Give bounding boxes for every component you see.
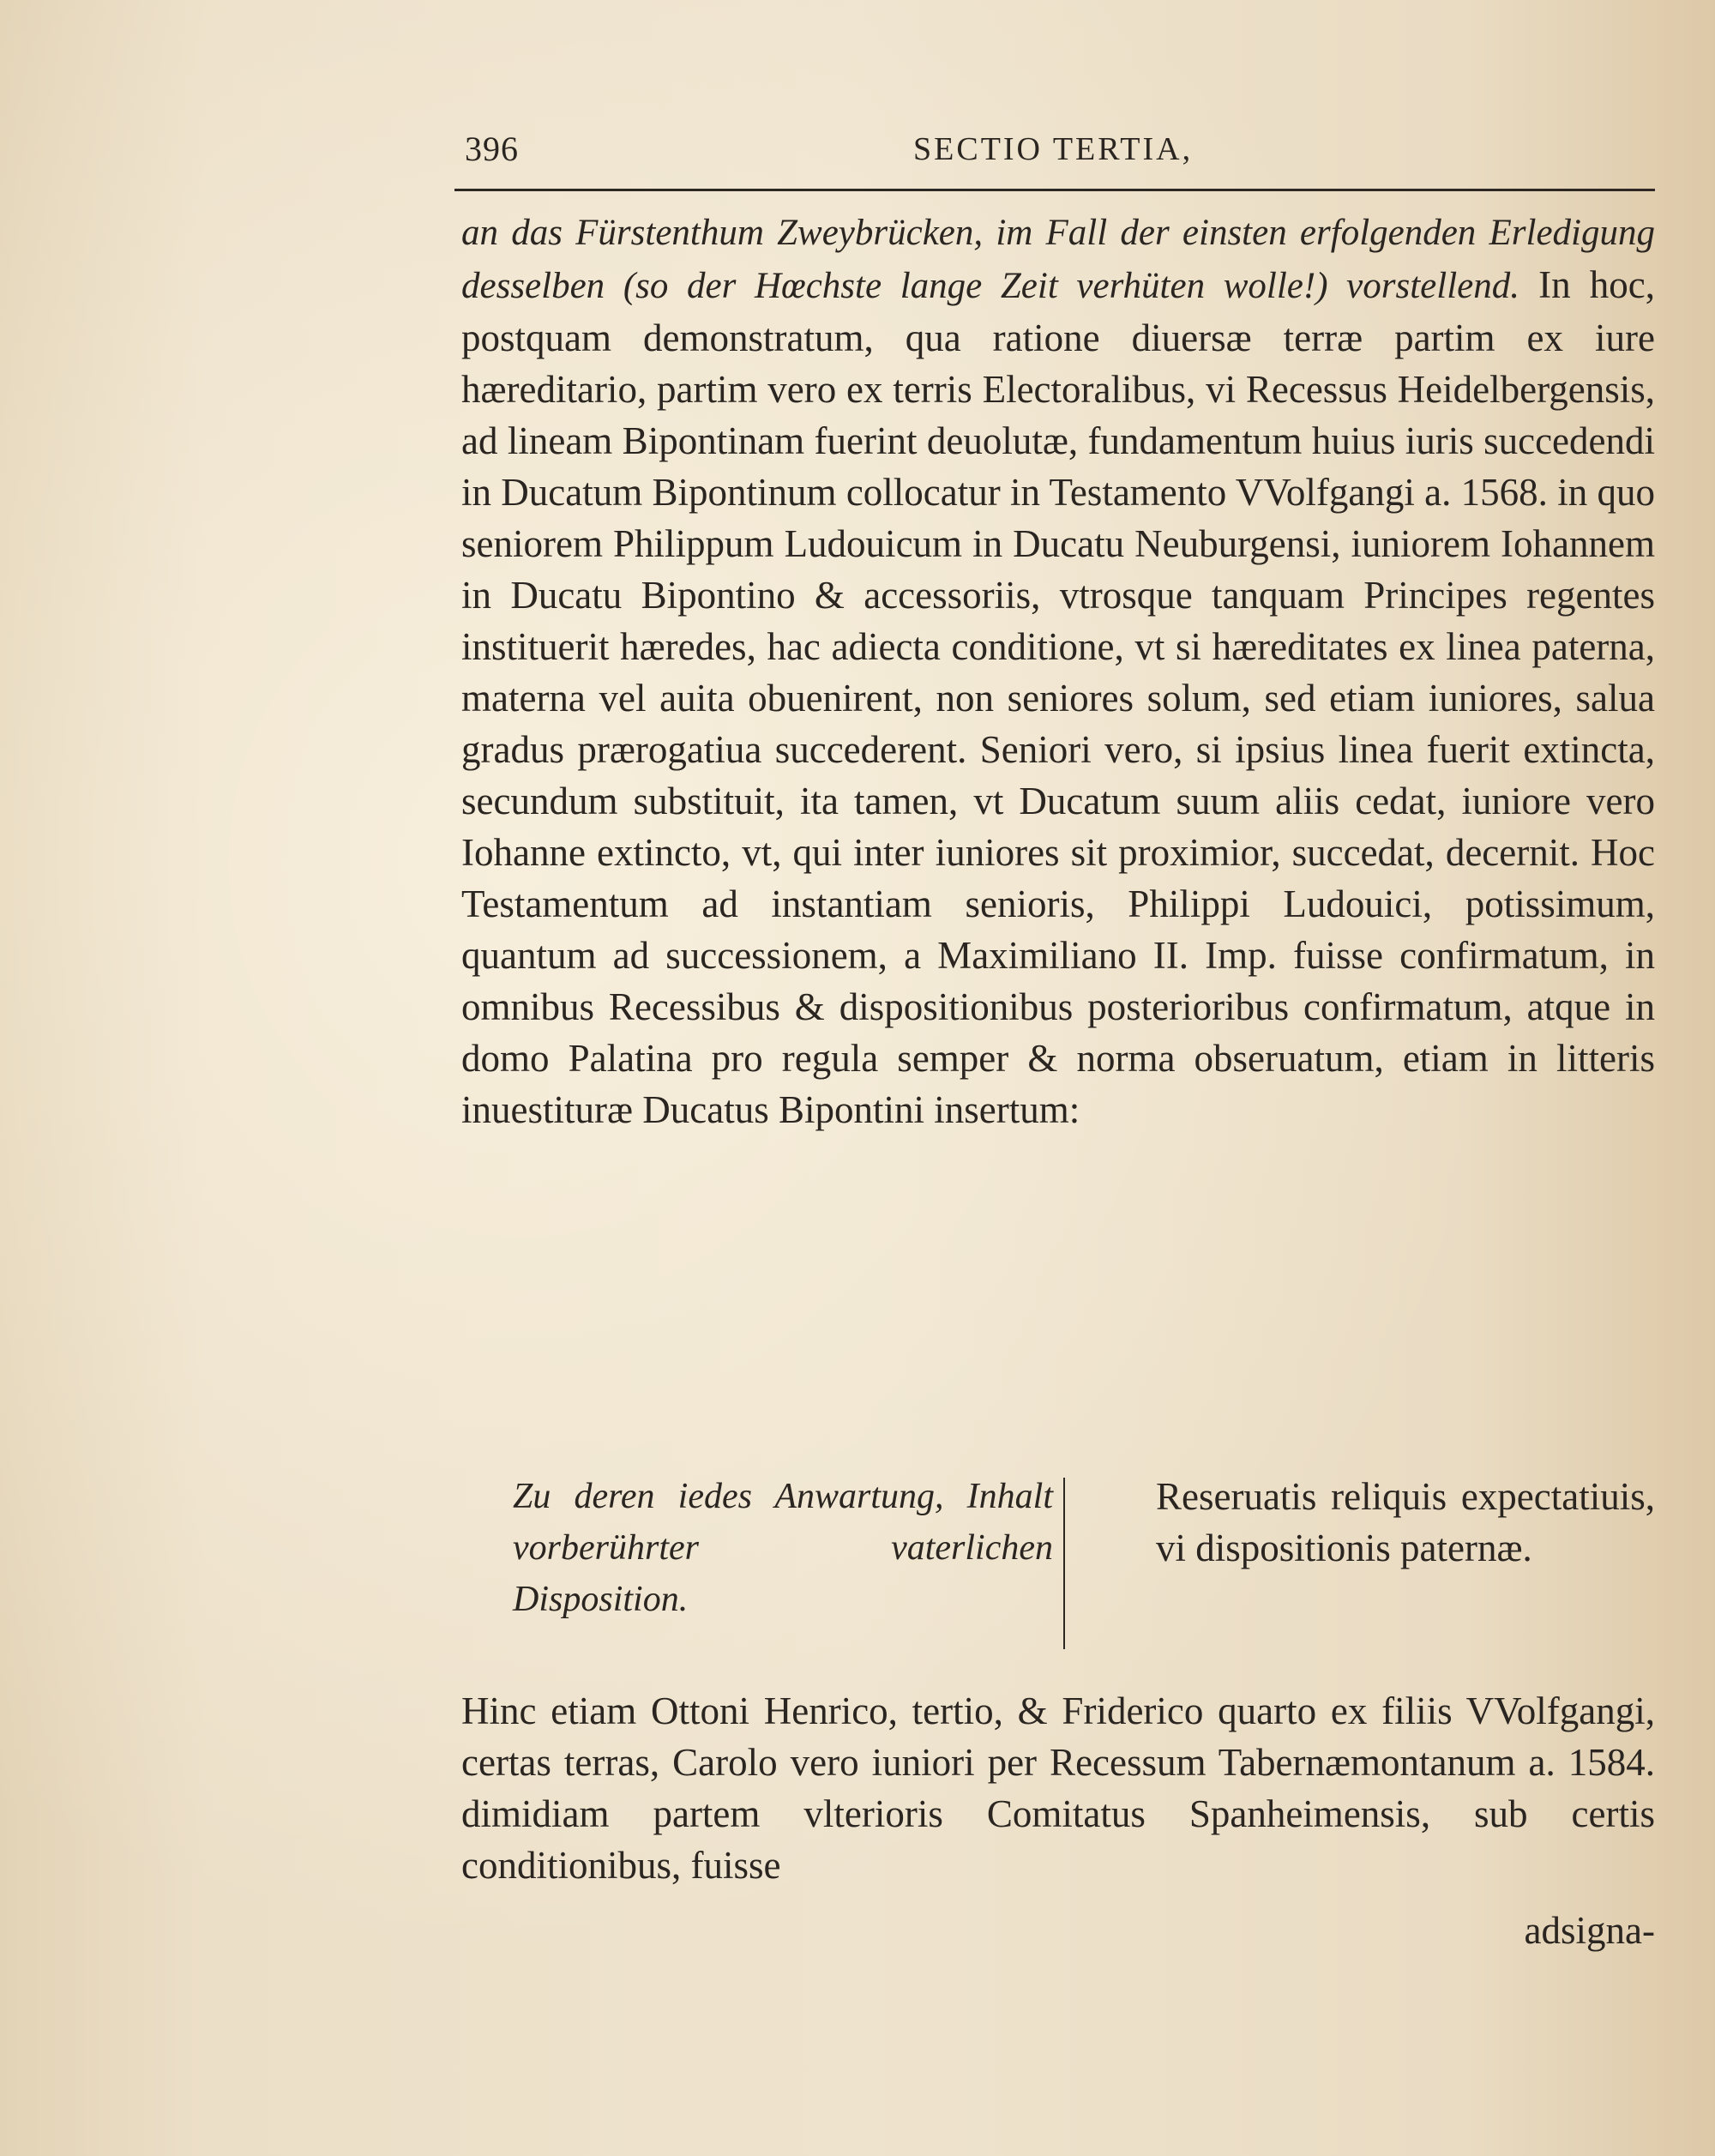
german-column-text: Zu deren iedes Anwartung, Inhalt vorberührter vaterlichen Disposition. [513, 1477, 1053, 1619]
latin-column-text: Reseruatis reliquis expectatiuis, vi dispositionis paternæ. [1156, 1475, 1655, 1569]
latin-column [1079, 1471, 1655, 1574]
parallel-columns [461, 1471, 1655, 1651]
running-head: SECTIO TERTIA, [913, 131, 1194, 167]
german-intro-text: an das Fürstenthum Zweybrücken, im Fall der einsten erfolgenden Erledigung desselben (so der Hœchste lange Zeit verhüten wolle!) vorstellend. [461, 213, 1655, 306]
header-rule [454, 189, 1655, 191]
german-column [461, 1471, 1053, 1625]
page-number: 396 [465, 129, 519, 168]
paragraph: Hinc etiam Ottoni Henrico, tertio, & Friderico quarto ex filiis VVolfgangi, certas terras, Carolo vero iuniori per Recessum Tabernæmontanum a. 1584. dimidiam partem vlterioris Comitatus Spanheimensis, sub certis conditionibus, fuisse [461, 1689, 1655, 1887]
latin-main-text: In hoc, postquam demonstratum, qua ratione diuersæ terræ partim ex iure hæreditario, partim vero ex terris Electoralibus, vi Recessus Heidelbergensis, ad lineam Bipontinam fuerint deuolutæ, fundamentum huius iuris succedendi in Ducatum Bipontinum collocatur in Testamento VVolfgangi a. 1568. in quo seniorem Philippum Ludouicum in Ducatu Neuburgensi, iuniorem Iohannem in Ducatu Bipontino & accessoriis, vtrosque tanquam Principes regentes instituerit hæredes, hac adiecta conditione, vt si hæreditates ex linea paterna, materna vel auita obuenirent, non seniores solum, sed etiam iuniores, salua gradus prærogatiua succederent. Seniori vero, si ipsius linea fuerit extincta, secundum substituit, ita tamen, vt Ducatum suum aliis cedat, iuniore vero Iohanne extincto, vt, qui inter iuniores sit proximior, succedat, decernit. Hoc Testamentum ad instantiam senioris, Philippi Ludouici, potissimum, quantum ad successionem, a Maximiliano II. Imp. fuisse confirmatum, in omnibus Recessibus & dispositionibus posterioribus confirmatum, atque in domo Palatina pro regula semper & norma obseruatum, etiam in litteris inuestituræ Ducatus Bipontini insertum: [461, 263, 1656, 1131]
main-text-block [461, 206, 1655, 1135]
catchword: adsigna- [1524, 1909, 1655, 1952]
page-header [454, 129, 1655, 180]
continuation-text-block [461, 1685, 1655, 1891]
paragraph [461, 206, 1655, 1135]
column-divider [1063, 1478, 1065, 1649]
